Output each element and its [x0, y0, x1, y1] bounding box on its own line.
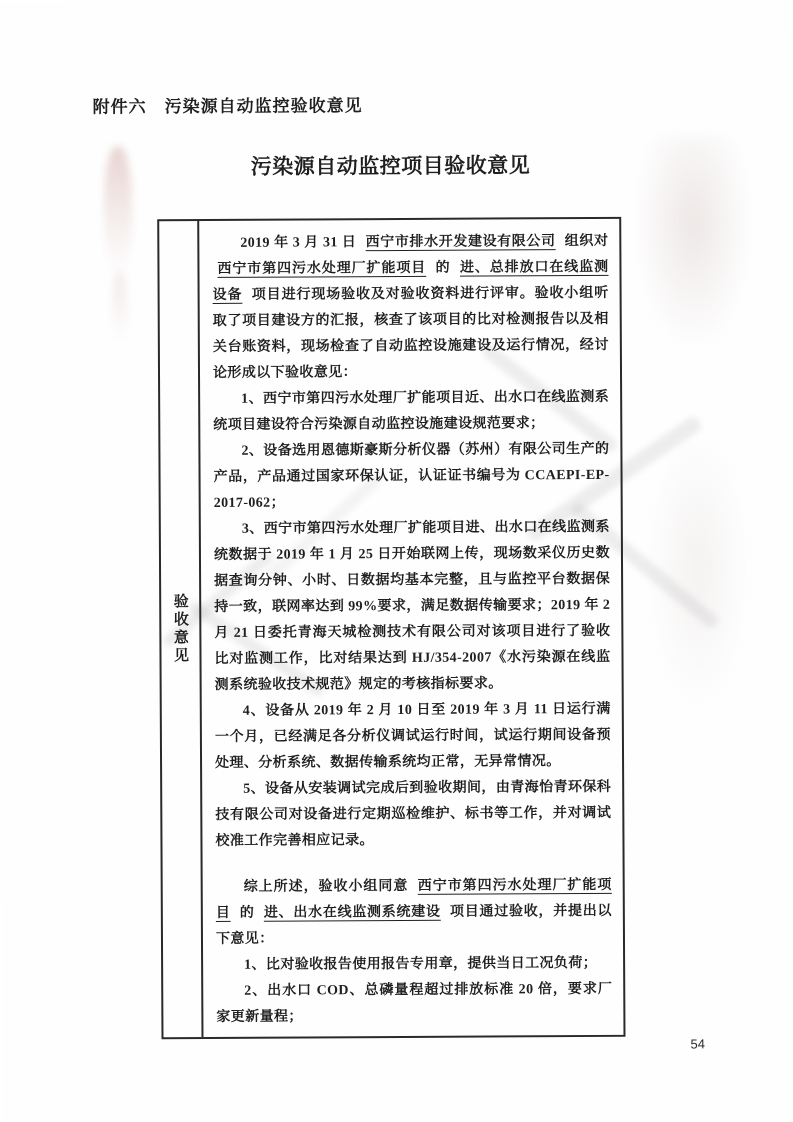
conclusion-system-underlined: 进、出水在线监测系统建设 — [263, 904, 441, 921]
scan-artifact-left-streak — [104, 146, 133, 274]
opening-rest: 项目进行现场验收及对验收资料进行评审。验收小组听取了项目建设方的汇报，核查了该项目的比对检测报告以及相关台账资料，现场检查了自动监控设施建设及运行情况，经讨论形成以下验收意见： — [212, 285, 609, 381]
finding-item-3: 3、西宁市第四污水处理厂扩能项目进、出水口在线监测系统数据于 2019 年 1 月 25 日开始联网上传，现场数采仪历史数据查询分钟、小时、日数据均基本完整，且与监控平台数据保持一致，联网率达到 99%要求，满足数据传输要求；2019 年 2 月 21 日委托青海天城检测技术有限公司对该项目进行了验收比对监测工作，比对结果达到 HJ/354-2007《水污染源在线监测系统验收技术规范》规定的考核指标要求。 — [213, 519, 611, 693]
project-name-underlined: 西宁市第四污水处理厂扩能项目 — [217, 260, 427, 277]
scan-artifact-right-mid — [647, 428, 748, 709]
conclusion-prefix: 综上所述，验收小组同意 — [243, 878, 409, 895]
scan-artifact-top-right — [634, 136, 753, 352]
conclusion-project-underlined: 西宁市第四污水处理厂扩能项目 — [215, 877, 612, 921]
device-name-underlined: 进、总排放口在线监测设备 — [212, 259, 609, 303]
acceptance-opinion-table — [157, 217, 625, 1039]
conclusion-paragraph — [216, 873, 612, 953]
finding-item-5: 5、设备从安装调试完成后到验收期间，由青海怡青环保科技有限公司对设备进行定期巡检维护、标书等工作，并对调试校准工作完善相应记录。 — [215, 779, 612, 849]
attachment-heading: 附件六 污染源自动监控验收意见 — [92, 96, 363, 117]
organizer-name-underlined: 西宁市排水开发建设有限公司 — [365, 234, 556, 251]
opinion-item-1: 1、比对验收报告使用报告专用章，提供当日工况负荷； — [244, 955, 598, 973]
opening-date: 2019 年 3 月 31 日 — [240, 235, 357, 251]
row-label-cell — [159, 221, 203, 1037]
scan-artifact-left-streak-2 — [111, 271, 127, 343]
row-label-text: 验收意见 — [171, 593, 189, 666]
conclusion-rest: 项目通过验收，并提出以下意见： — [215, 903, 612, 947]
finding-item-1: 1、西宁市第四污水处理厂扩能项目近、出水口在线监测系统项目建设符合污染源自动监控设施建设规范要求； — [213, 389, 610, 433]
opening-mid-2: 的 — [435, 260, 451, 276]
conclusion-mid: 的 — [239, 905, 255, 921]
finding-item-4: 4、设备从 2019 年 2 月 10 日至 2019 年 3 月 11 日运行满一个月，已经满足各分析仪调试运行时间，试运行期间设备预处理、分析系统、数据传输系统均正常，无异常情况。 — [214, 701, 611, 771]
opening-mid-1: 组织对 — [564, 233, 609, 250]
opinion-item-2: 2、出水口 COD、总磷量程超过排放标准 20 倍，要求厂家更新量程； — [216, 981, 613, 1025]
opening-paragraph — [212, 229, 609, 387]
document-title: 污染源自动监控项目验收意见 — [250, 153, 531, 179]
finding-item-2: 2、设备选用恩德斯豪斯分析仪器（苏州）有限公司生产的产品，产品通过国家环保认证，认证证书编号为 CCAEPI-EP-2017-062； — [213, 441, 610, 511]
page-number: 54 — [690, 1036, 706, 1052]
table-content-cell — [199, 219, 623, 1037]
